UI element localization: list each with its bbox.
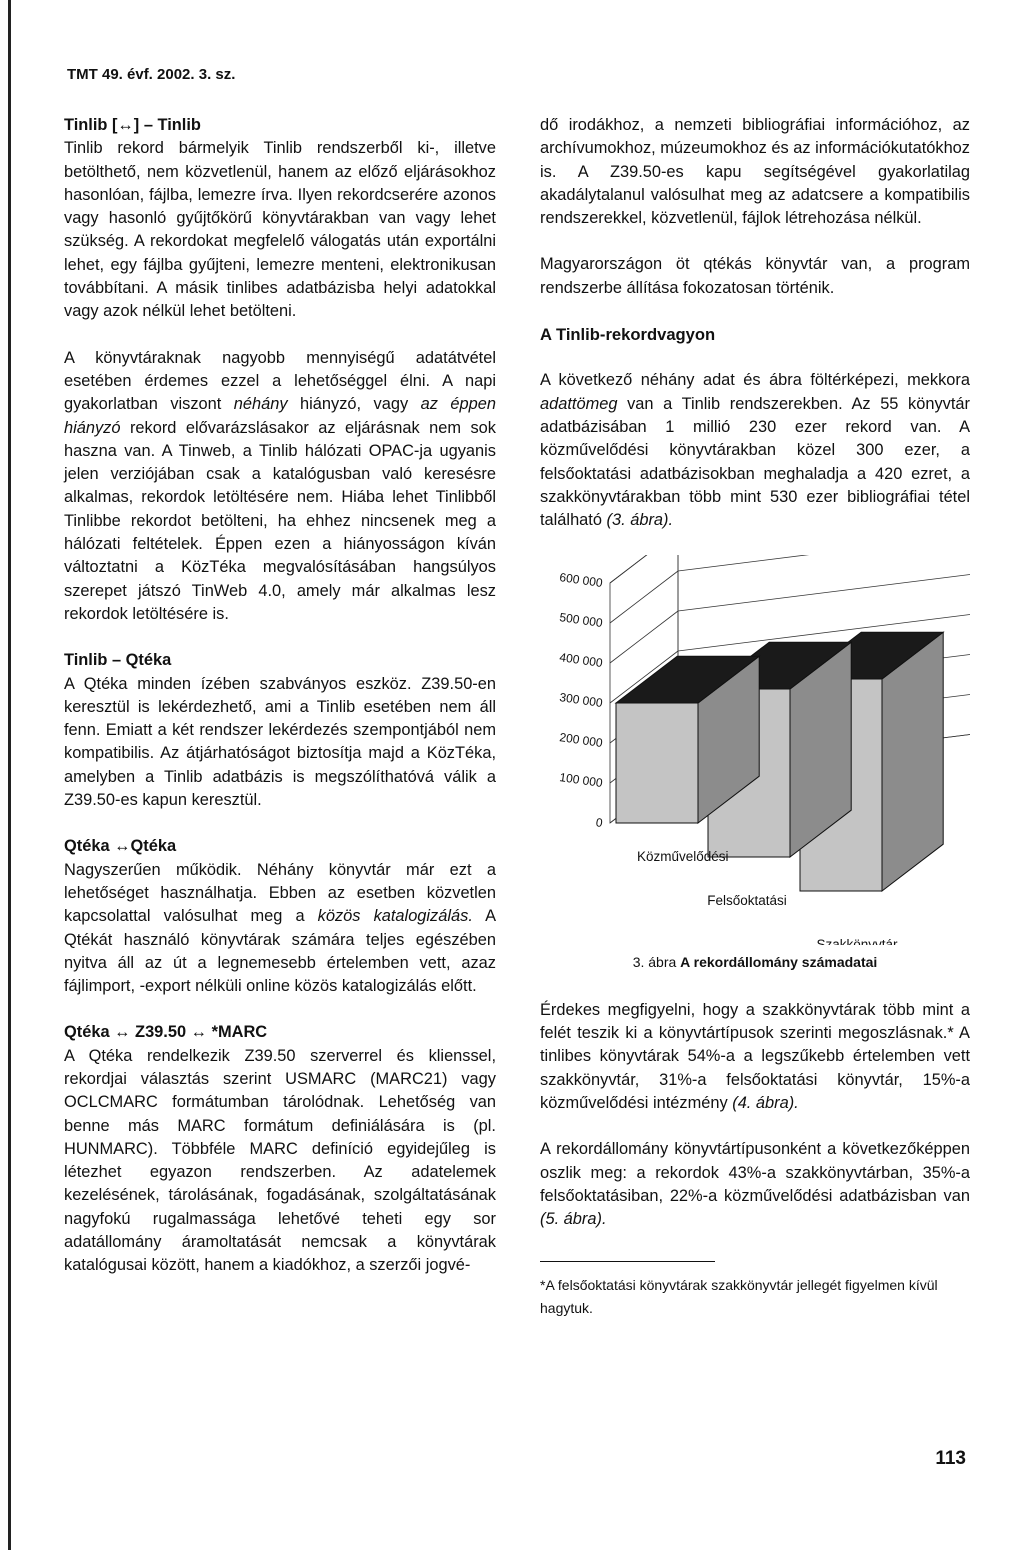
section-heading-tinlib-tinlib: Tinlib [↔] – Tinlib — [64, 116, 201, 134]
paragraph: A Qtéka rendelkezik Z39.50 szerverrel és klienssel, rekordjai választás szerint USMARC (MARC21) vagy OCLCMARC formátumban tárolódnak. Lehetőség van benne más MARC formátum definiálására is (pl. HUNMARC). Többféle MARC definíció egyidejűleg is létezhet egyazon rendszerben. Az adatelemek kezelésének, tárolásának, fogadásának, szolgáltatásának nagyfokú rugalmassága lehetővé teheti egy sor adatállomány áramoltatását nemcsak a könyvtárak katalógusai között, hanem a kiadókhoz, a szerzői jogvé- — [64, 1046, 496, 1275]
gridline — [610, 571, 678, 623]
paragraph: Nagyszerűen működik. Néhány könyvtár már ezt a lehetőséget használhatja. Ebben az esetben közvetlen kapcsolattal valósulhat meg a közös katalogizálás. A Qtékát használó könyvtárak számára teljes egészében nyitva áll az út a legnemesebb értelemben vett, azaz fájlimport, -export nélküli online közös katalogizálás előtt. — [64, 860, 496, 996]
paragraph: A következő néhány adat és ábra föltérképezi, mekkora adattömeg van a Tinlib rendszerekben. Az 55 könyvtár adatbázisában 1 millió 230 ezer rekord van. A közművelődési könyvtárakban közel 300 ezer, a felsőoktatási adatbázisokban meghaladja a 420 ezret, a szakkönyvtárakban több mint 530 ezer bibliográfiai tétel található (3. ábra). — [540, 371, 970, 530]
page-edge-rule — [8, 0, 11, 1550]
x-category-label: Felsőoktatási — [707, 893, 787, 909]
y-tick-label: 200 000 — [558, 730, 604, 751]
paragraph: dő irodákhoz, a nemzeti bibliográfiai információhoz, az archívumokhoz, múzeumokhoz és az információkutatókhoz is. A Z39.50-es kapu segítségével gyakorlatilag akadálytalanul valósulhat meg az adatcsere a kompatibilis rendszerekkel, közvetlenül, fájlok létrehozása nélkül. — [540, 116, 970, 228]
gridline — [610, 611, 678, 663]
paragraph: Magyarországon öt qtékás könyvtár van, a program rendszerbe állítása fokozatosan történik. — [540, 255, 970, 297]
gridline — [678, 555, 970, 571]
paragraph: Tinlib rekord bármelyik Tinlib rendszerből ki-, illetve betölthető, nem közvetlenül, hanem az előző eljárásokhoz hasonlóan, fájlba, lemezre írva. Ilyen rekordcserére azonos vagy hasonló gyűjtőkörű könyvtárakban van vagy lehet szükség. A rekordokat megfelelő válogatás után exportálni lehet, egy fájlba gyűjteni, lemezre menteni, elektronikusan továbbítani. A másik tinlibes adatbázisba helyi adatokkal vagy azok nélkül lehet betölteni. — [64, 139, 496, 321]
chart-figure-3 — [540, 555, 970, 945]
bar-front — [616, 703, 698, 823]
y-tick-label: 500 000 — [558, 610, 604, 631]
paragraph: Érdekes megfigyelni, hogy a szakkönyvtárak több mint a felét teszik ki a könyvtártípusok szerinti megoszlásnak.* A tinlibes könyvtárak 54%-a a legszűkebb értelemben vett szakkönyvtár, 31%-a felsőoktatási könyvtár, 15%-a közművelődési intézmény (4. ábra). — [540, 1000, 970, 1112]
figure-caption: 3. ábra A rekordállomány számadatai — [632, 954, 878, 971]
y-tick-label: 0 — [594, 815, 604, 831]
y-tick-label: 100 000 — [558, 770, 604, 791]
right-column — [540, 114, 970, 1320]
x-category-label: Közművelődési — [637, 849, 729, 865]
paragraph: A Qtéka minden ízében szabványos eszköz. Z39.50-en keresztül is lekérdezhető, ami a Tinlib esetében nem áll fenn. Emiatt a két rendszer lekérdezés szempontjából nem kompatibilis. Az átjárhatóságot biztosítja majd a KözTéka, amelyben a Tinlib adatbázis is megszólíthatóvá válik a Z39.50-es kapun keresztül. — [64, 674, 496, 810]
paragraph: A könyvtáraknak nagyobb mennyiségű adatátvétel esetében érdemes ezzel a lehetőséggel élni. A napi gyakorlatban viszont néhány hiányzó, vagy az éppen hiányzó rekord elővarázslásakor az eljárásnak nem sok haszna van. A Tinweb, a Tinlib hálózati OPAC-ja ugyanis jelen verziójában csak a katalógusban való keresésre alkalmas, rekordok letöltésére nem. Hiába lehet Tinlibből Tinlibbe rekordot betölteni, ha ehhez nincsenek meg a hálózati feltételek. Éppen ezen a hiányosságon kíván változtatni a KözTéka megvalósításában hangsúlyos szerepet játszó TinWeb 4.0, amely már alkalmas lesz rekordok letöltésére is. — [64, 348, 496, 623]
section-heading-rekordvagyon: A Tinlib-rekordvagyon — [540, 325, 716, 345]
section-heading-tinlib-qteka: Tinlib – Qtéka — [64, 651, 172, 670]
page-number: 113 — [935, 1448, 966, 1469]
left-column — [64, 114, 496, 1301]
section-heading-qteka-qteka: Qtéka ↔Qtéka — [64, 837, 177, 856]
section-heading-qteka-z3950-marc: Qtéka ↔ Z39.50 ↔ *MARC — [64, 1023, 268, 1042]
y-tick-label: 300 000 — [558, 690, 604, 711]
y-tick-label: 600 000 — [558, 570, 604, 591]
bar-chart-3d — [540, 555, 970, 945]
journal-header: TMT 49. évf. 2002. 3. sz. — [67, 66, 236, 83]
footnote-divider — [540, 1261, 715, 1262]
x-category-label: Szakkönyvtár — [816, 937, 898, 946]
footnote: *A felsőoktatási könyvtárak szakkönyvtár jellegét figyelmen kívül hagytuk. — [540, 1277, 938, 1317]
gridline — [678, 571, 970, 611]
y-tick-label: 400 000 — [558, 650, 604, 671]
paragraph: A rekordállomány könyvtártípusonként a következőképpen oszlik meg: a rekordok 43%-a szakkönyvtárban, 35%-a felsőoktatásiban, 22%-a közművelődési adatbázisban van (5. ábra). — [540, 1140, 970, 1229]
